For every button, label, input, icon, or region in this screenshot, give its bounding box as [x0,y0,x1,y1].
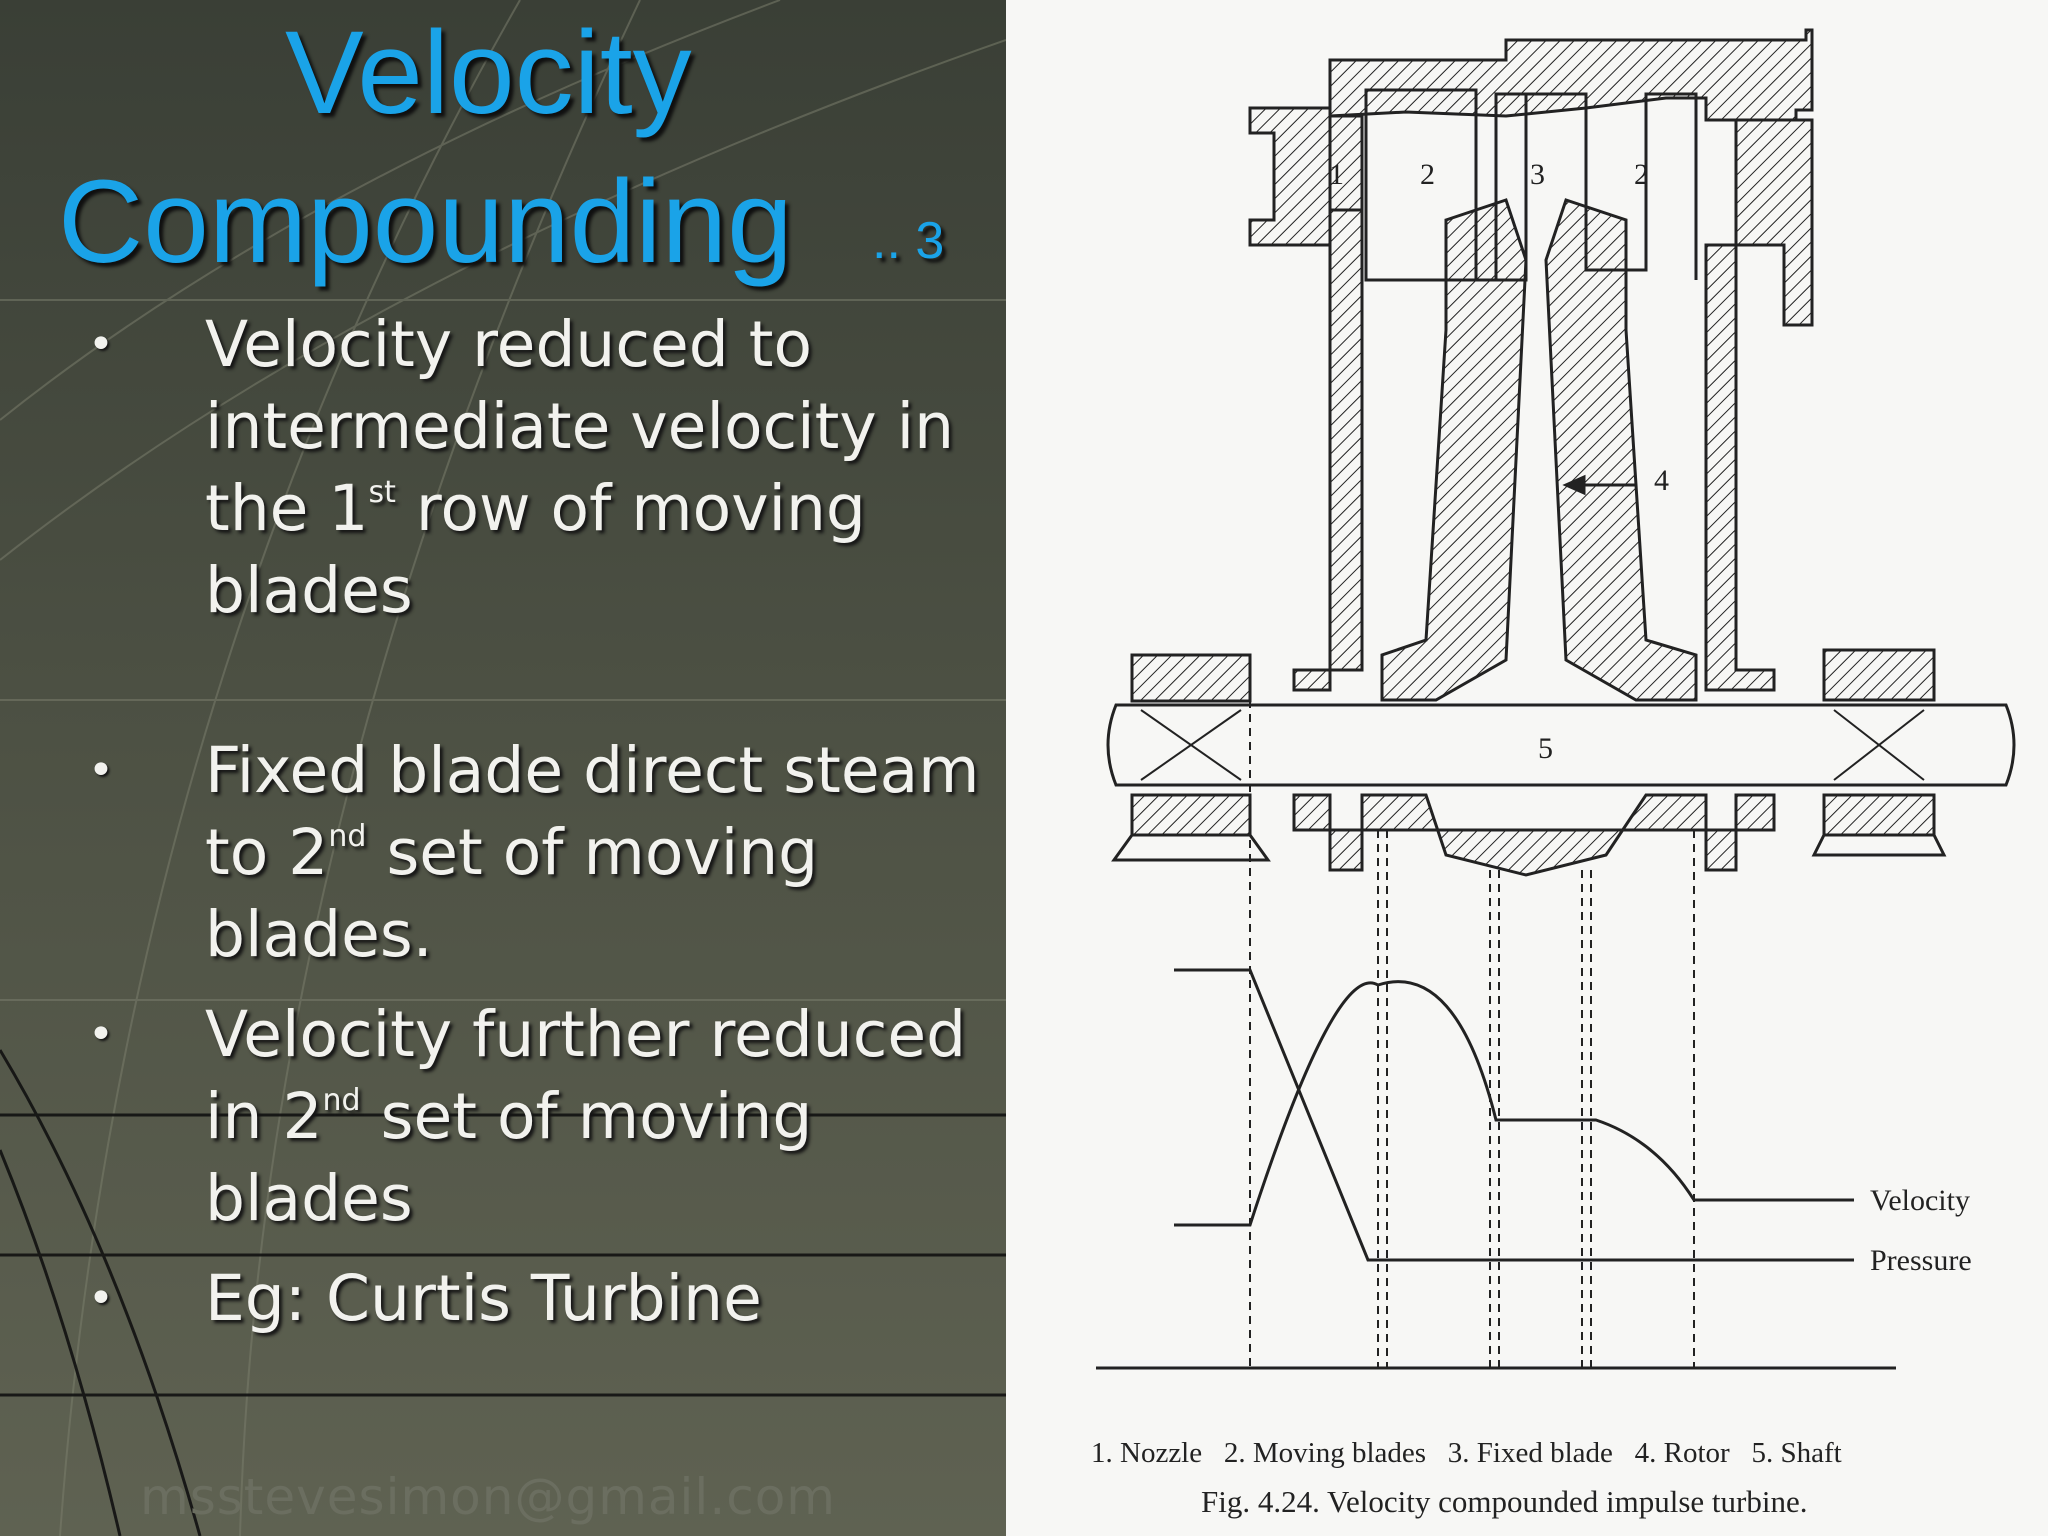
pressure-curve [1174,970,1774,1260]
bullet-marker: • [88,745,114,796]
right-bearing-bottom [1824,795,1934,835]
author-email: msstevesimon@gmail.com [140,1468,836,1526]
rotor-disc [1382,200,1526,700]
casing-left-wall [1294,210,1362,690]
figure-panel [1006,0,2048,1536]
figure-caption: Fig. 4.24. Velocity compounded impulse turbine. [1201,1484,1808,1519]
bullet-marker: • [88,319,114,370]
right-bearing-top [1824,650,1934,700]
bullet-3: Velocity further reduced in 2nd set of moving blades [205,998,967,1235]
left-bearing-top [1132,655,1250,701]
bullet-1: Velocity reduced to intermediate velocity in the 1st row of moving blades [205,308,955,627]
turbine-diagram [1006,0,2048,1536]
part-number-4: 4 [1654,464,1669,497]
bullet-2: Fixed blade direct steam to 2nd set of moving blades. [205,734,980,971]
part-number-3: 3 [1530,158,1545,191]
title-line-2: Compounding [58,156,793,288]
part-number-1: 1 [1329,158,1344,191]
part-number-5: 5 [1538,732,1553,765]
rotor-hub [1294,795,1774,875]
velocity-label: Velocity [1870,1184,1970,1217]
bullet-marker: • [88,1009,114,1060]
bullet-4: Eg: Curtis Turbine [205,1262,762,1335]
casing-top [1330,30,1812,120]
nozzle-block [1250,108,1330,245]
part-number-2: 2 [1420,158,1435,191]
left-bearing-bottom [1132,795,1250,835]
casing-right-wall [1706,245,1774,690]
title-line-1: Velocity [285,7,692,139]
bullet-marker: • [88,1273,114,1324]
slide-text-panel [0,0,1006,1536]
pressure-label: Pressure [1870,1244,1972,1277]
title-suffix: .. 3 [872,212,945,270]
velocity-curve [1174,982,1774,1225]
part-number-2b: 2 [1634,158,1649,191]
figure-legend: 1. Nozzle 2. Moving blades 3. Fixed blade 4. Rotor 5. Shaft [1091,1437,1842,1469]
